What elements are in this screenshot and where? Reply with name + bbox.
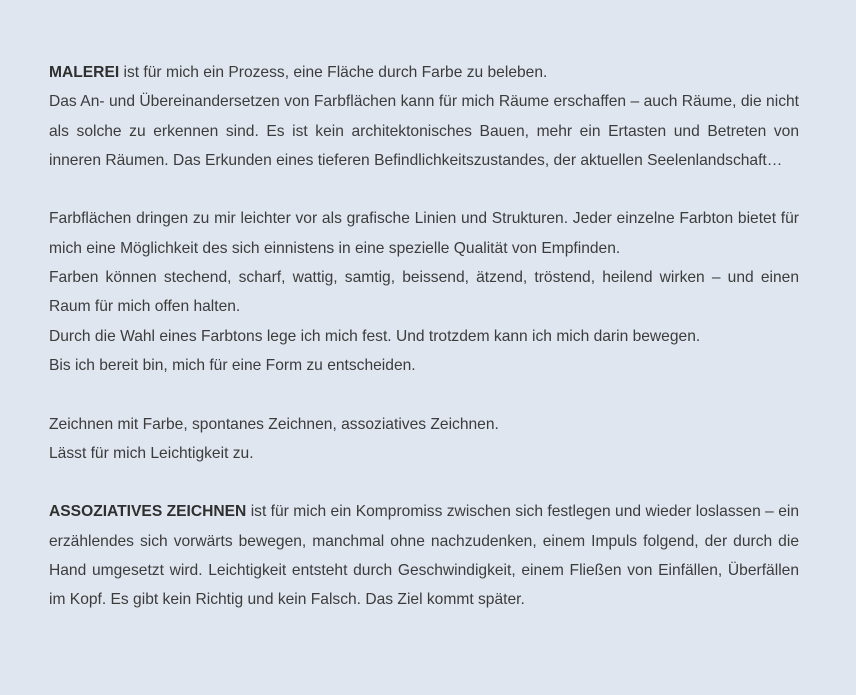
spacer: [49, 175, 799, 204]
assoziativ-paragraph: [49, 497, 799, 614]
farbflaechen-paragraph-4: Bis ich bereit bin, mich für eine Form zu entscheiden.: [49, 356, 416, 374]
spacer: [49, 380, 799, 409]
malerei-intro-text: ist für mich ein Prozess, eine Fläche durch Farbe zu beleben.: [119, 64, 548, 81]
section-farbflaechen: [49, 204, 799, 380]
malerei-intro: [49, 58, 799, 87]
section-zeichnen: [49, 410, 799, 469]
spacer: [49, 468, 799, 497]
farbflaechen-paragraph-3: Durch die Wahl eines Farbtons lege ich mich fest. Und trotzdem kann ich mich darin bewegen.: [49, 327, 701, 345]
malerei-heading: MALEREI: [49, 64, 120, 81]
section-malerei: [49, 58, 799, 175]
farbflaechen-paragraph-2: Farben können stechend, scharf, wattig, samtig, beissend, ätzend, tröstend, heilend wirken – und einen Raum für mich offen halten.: [49, 269, 799, 316]
section-assoziatives-zeichnen: [49, 497, 799, 614]
farbflaechen-paragraph-1: Farbflächen dringen zu mir leichter vor als grafische Linien und Strukturen. Jeder einzelne Farbton bietet für mich eine Möglichkeit des sich einnistens in eine spezielle Qualität von Empfinden.: [49, 210, 799, 257]
zeichnen-line-1: Zeichnen mit Farbe, spontanes Zeichnen, assoziatives Zeichnen.: [49, 415, 499, 433]
zeichnen-line-2: Lässt für mich Leichtigkeit zu.: [49, 444, 254, 462]
text-content: [49, 58, 799, 615]
assoziativ-heading: ASSOZIATIVES ZEICHNEN: [49, 503, 247, 521]
malerei-body: Das An- und Übereinandersetzen von Farbflächen kann für mich Räume erschaffen – auch Räume, die nicht als solche zu erkennen sind. Es ist kein architektonisches Bauen, mehr ein Ertasten und Betreten von inneren Räumen. Das Erkunden eines tieferen Befindlichkeitszustandes, der aktuellen Seelenlandschaft…: [49, 93, 799, 169]
assoziativ-body: ist für mich ein Kompromiss zwischen sich festlegen und wieder loslassen – ein erzählendes sich vorwärts bewegen, manchmal ohne nachzudenken, einem Impuls folgend, der durch die Hand umgesetzt wird. Leichtigkeit entsteht durch Geschwindigkeit, einem Fließen von Einfällen, Überfällen im Kopf. Es gibt kein Richtig und kein Falsch. Das Ziel kommt später.: [49, 503, 800, 609]
